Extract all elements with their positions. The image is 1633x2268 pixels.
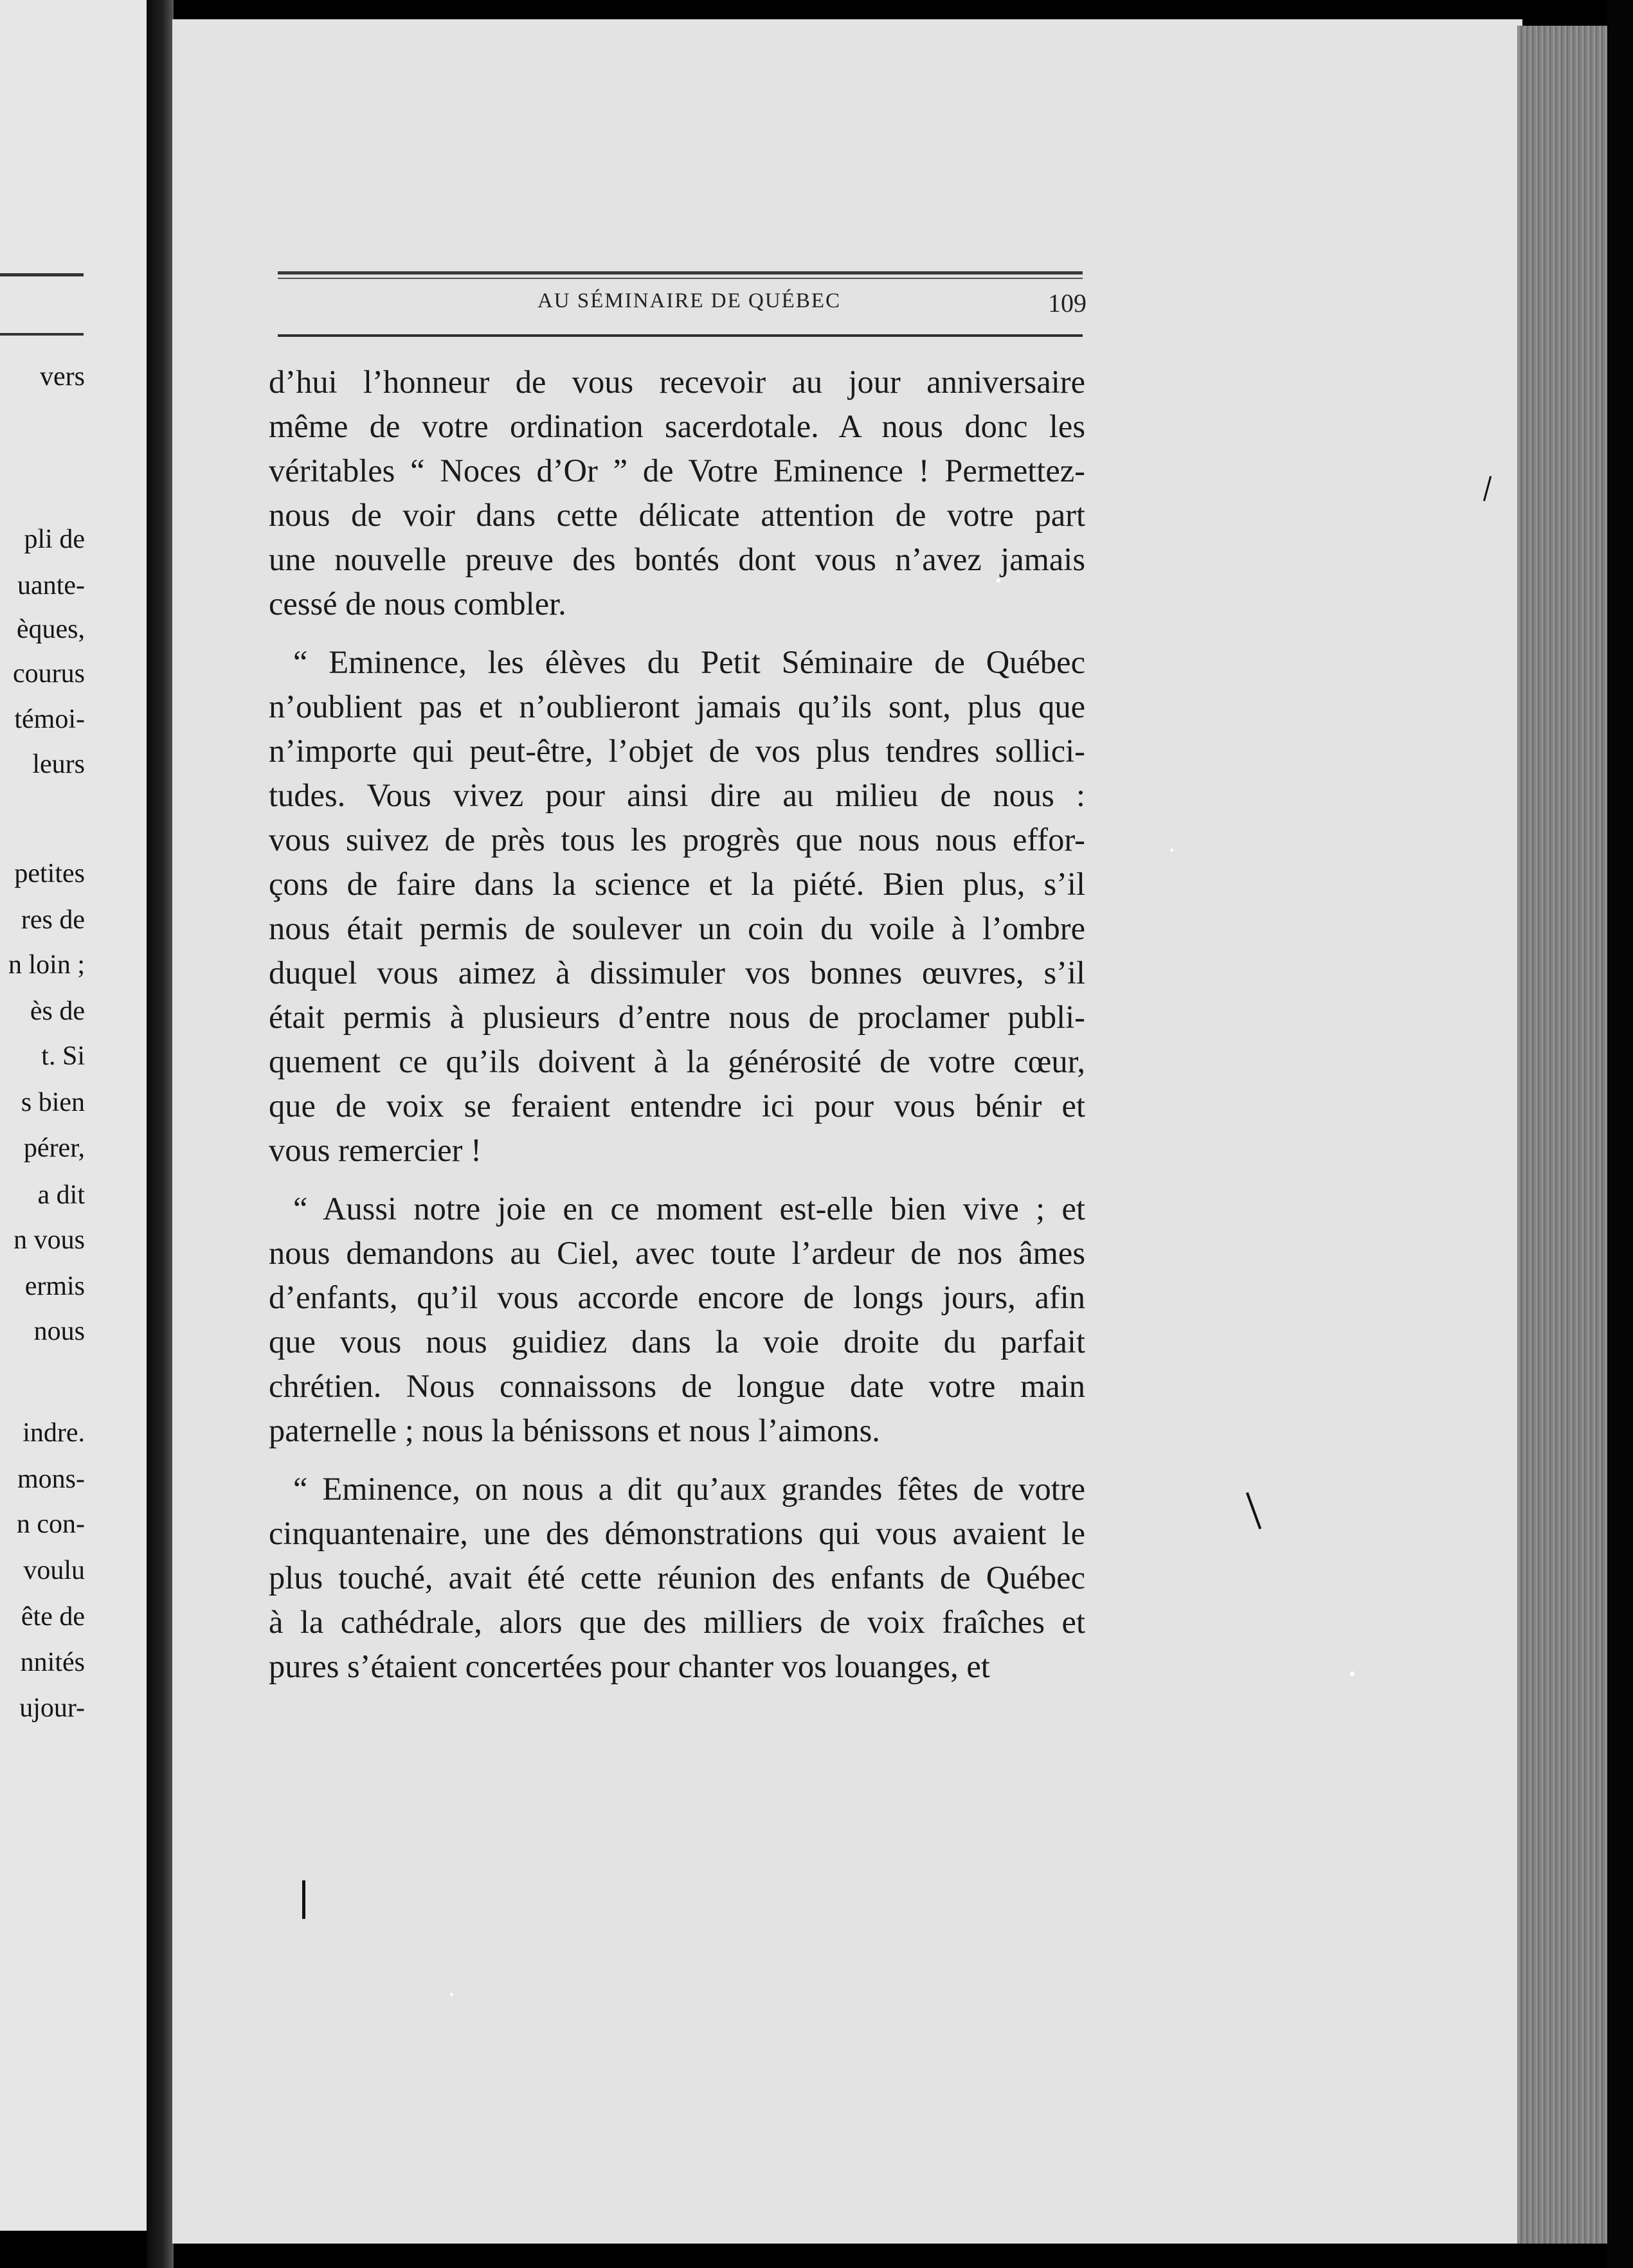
scratch-mark [302,1880,305,1919]
previous-page-line-end: ermis [24,1272,85,1301]
text-line: “ Aussi notre joie en ce moment est-elle bien vive ; et [293,1191,1085,1227]
dust-speck [450,1993,453,1996]
previous-page-line-end: ujour- [19,1693,85,1723]
previous-page-line-end: témoi- [14,705,85,734]
text-line: même de votre ordination sacerdotale. A nous donc les [269,408,1085,444]
text-line: vous remercier ! [269,1132,482,1168]
text-line: que de voix se feraient entendre ici pour vous bénir et [269,1088,1085,1124]
text-line: d’enfants, qu’il vous accorde encore de longs jours, afin [269,1279,1085,1315]
paragraph [269,640,1085,1173]
text-line: paternelle ; nous la bénissons et nous l’aimons. [269,1412,880,1448]
previous-page-line-end: n con- [16,1509,85,1539]
previous-page-line-end: res de [21,905,85,935]
previous-page-line-end: petites [14,859,85,888]
text-line: était permis à plusieurs d’entre nous de proclamer publi- [269,999,1085,1035]
paragraph [269,360,1085,626]
text-line: pures s’étaient concertées pour chanter vos louanges, et [269,1648,990,1684]
text-line: n’oublient pas et n’oublieront jamais qu’ils sont, plus que [269,688,1085,724]
previous-page-line-end: s bien [21,1088,85,1117]
header-rule [278,271,1083,274]
previous-page-line-end: uante- [17,571,85,600]
dust-speck [1350,1671,1355,1676]
text-line: nous était permis de soulever un coin du voile à l’ombre [269,910,1085,946]
previous-page-line-end: n loin ; [8,950,85,980]
text-line: véritables “ Noces d’Or ” de Votre Eminence ! Permettez- [269,453,1085,489]
text-line: “ Eminence, on nous a dit qu’aux grandes fêtes de votre [293,1471,1085,1507]
text-line: d’hui l’honneur de vous recevoir au jour anniversaire [269,364,1085,400]
body-text [269,360,1085,1703]
previous-page-line-end: pli de [24,525,85,554]
running-head: AU SÉMINAIRE DE QUÉBEC [537,289,842,312]
previous-page-line-end: pérer, [23,1133,85,1163]
dust-speck [997,579,1000,582]
previous-page-line-end: a dit [37,1180,85,1210]
paragraph [269,1187,1085,1453]
text-line: quement ce qu’ils doivent à la générosité de votre cœur, [269,1043,1085,1079]
previous-page-fragment [0,0,161,2231]
dust-speck [1170,849,1173,852]
text-line: nous de voir dans cette délicate attention de votre part [269,497,1085,533]
previous-page-line-end: vers [40,362,85,392]
text-line: vous suivez de près tous les progrès que nous nous effor- [269,822,1085,858]
text-line: plus touché, avait été cette réunion des enfants de Québec [269,1560,1085,1596]
previous-page-line-end: n vous [14,1225,85,1255]
previous-page-line-end: nous [33,1317,85,1346]
previous-page-line-end: ès de [30,996,85,1026]
text-line: “ Eminence, les élèves du Petit Séminaire de Québec [293,644,1085,680]
previous-page-line-end: èques, [16,615,85,644]
text-line: çons de faire dans la science et la piété. Bien plus, s’il [269,866,1085,902]
text-line: chrétien. Nous connaissons de longue date votre main [269,1368,1085,1404]
book-gutter [147,0,174,2268]
previous-page-line-end: indre. [23,1418,85,1448]
previous-page-line-end: courus [13,659,85,688]
text-line: cessé de nous combler. [269,586,566,622]
paragraph [269,1467,1085,1689]
previous-page-header-rule-bottom [0,333,84,336]
previous-page-line-end: leurs [32,750,85,779]
scan-border [1607,0,1633,2268]
previous-page-line-end: voulu [23,1556,85,1585]
text-line: à la cathédrale, alors que des milliers de voix fraîches et [269,1604,1085,1640]
text-line: que vous nous guidiez dans la voie droite du parfait [269,1324,1085,1360]
previous-page-line-end: t. Si [41,1041,85,1071]
previous-page-line-end: mons- [17,1464,85,1494]
previous-page-line-end: nnités [20,1648,85,1677]
previous-page-header-rule [0,273,84,276]
page-block-edges [1517,26,1607,2244]
page-number: 109 [1048,289,1087,318]
header-rule-bottom [278,334,1083,337]
text-line: nous demandons au Ciel, avec toute l’ardeur de nos âmes [269,1235,1085,1271]
text-line: cinquantenaire, une des démonstrations qui vous avaient le [269,1515,1085,1551]
header-rule-thin [278,278,1083,279]
previous-page-line-end: ête de [21,1602,85,1632]
text-line: duquel vous aimez à dissimuler vos bonnes œuvres, s’il [269,955,1085,991]
text-line: tudes. Vous vivez pour ainsi dire au milieu de nous : [269,777,1085,813]
text-line: n’importe qui peut-être, l’objet de vos plus tendres sollici- [269,733,1085,769]
text-line: une nouvelle preuve des bontés dont vous n’avez jamais [269,541,1085,577]
